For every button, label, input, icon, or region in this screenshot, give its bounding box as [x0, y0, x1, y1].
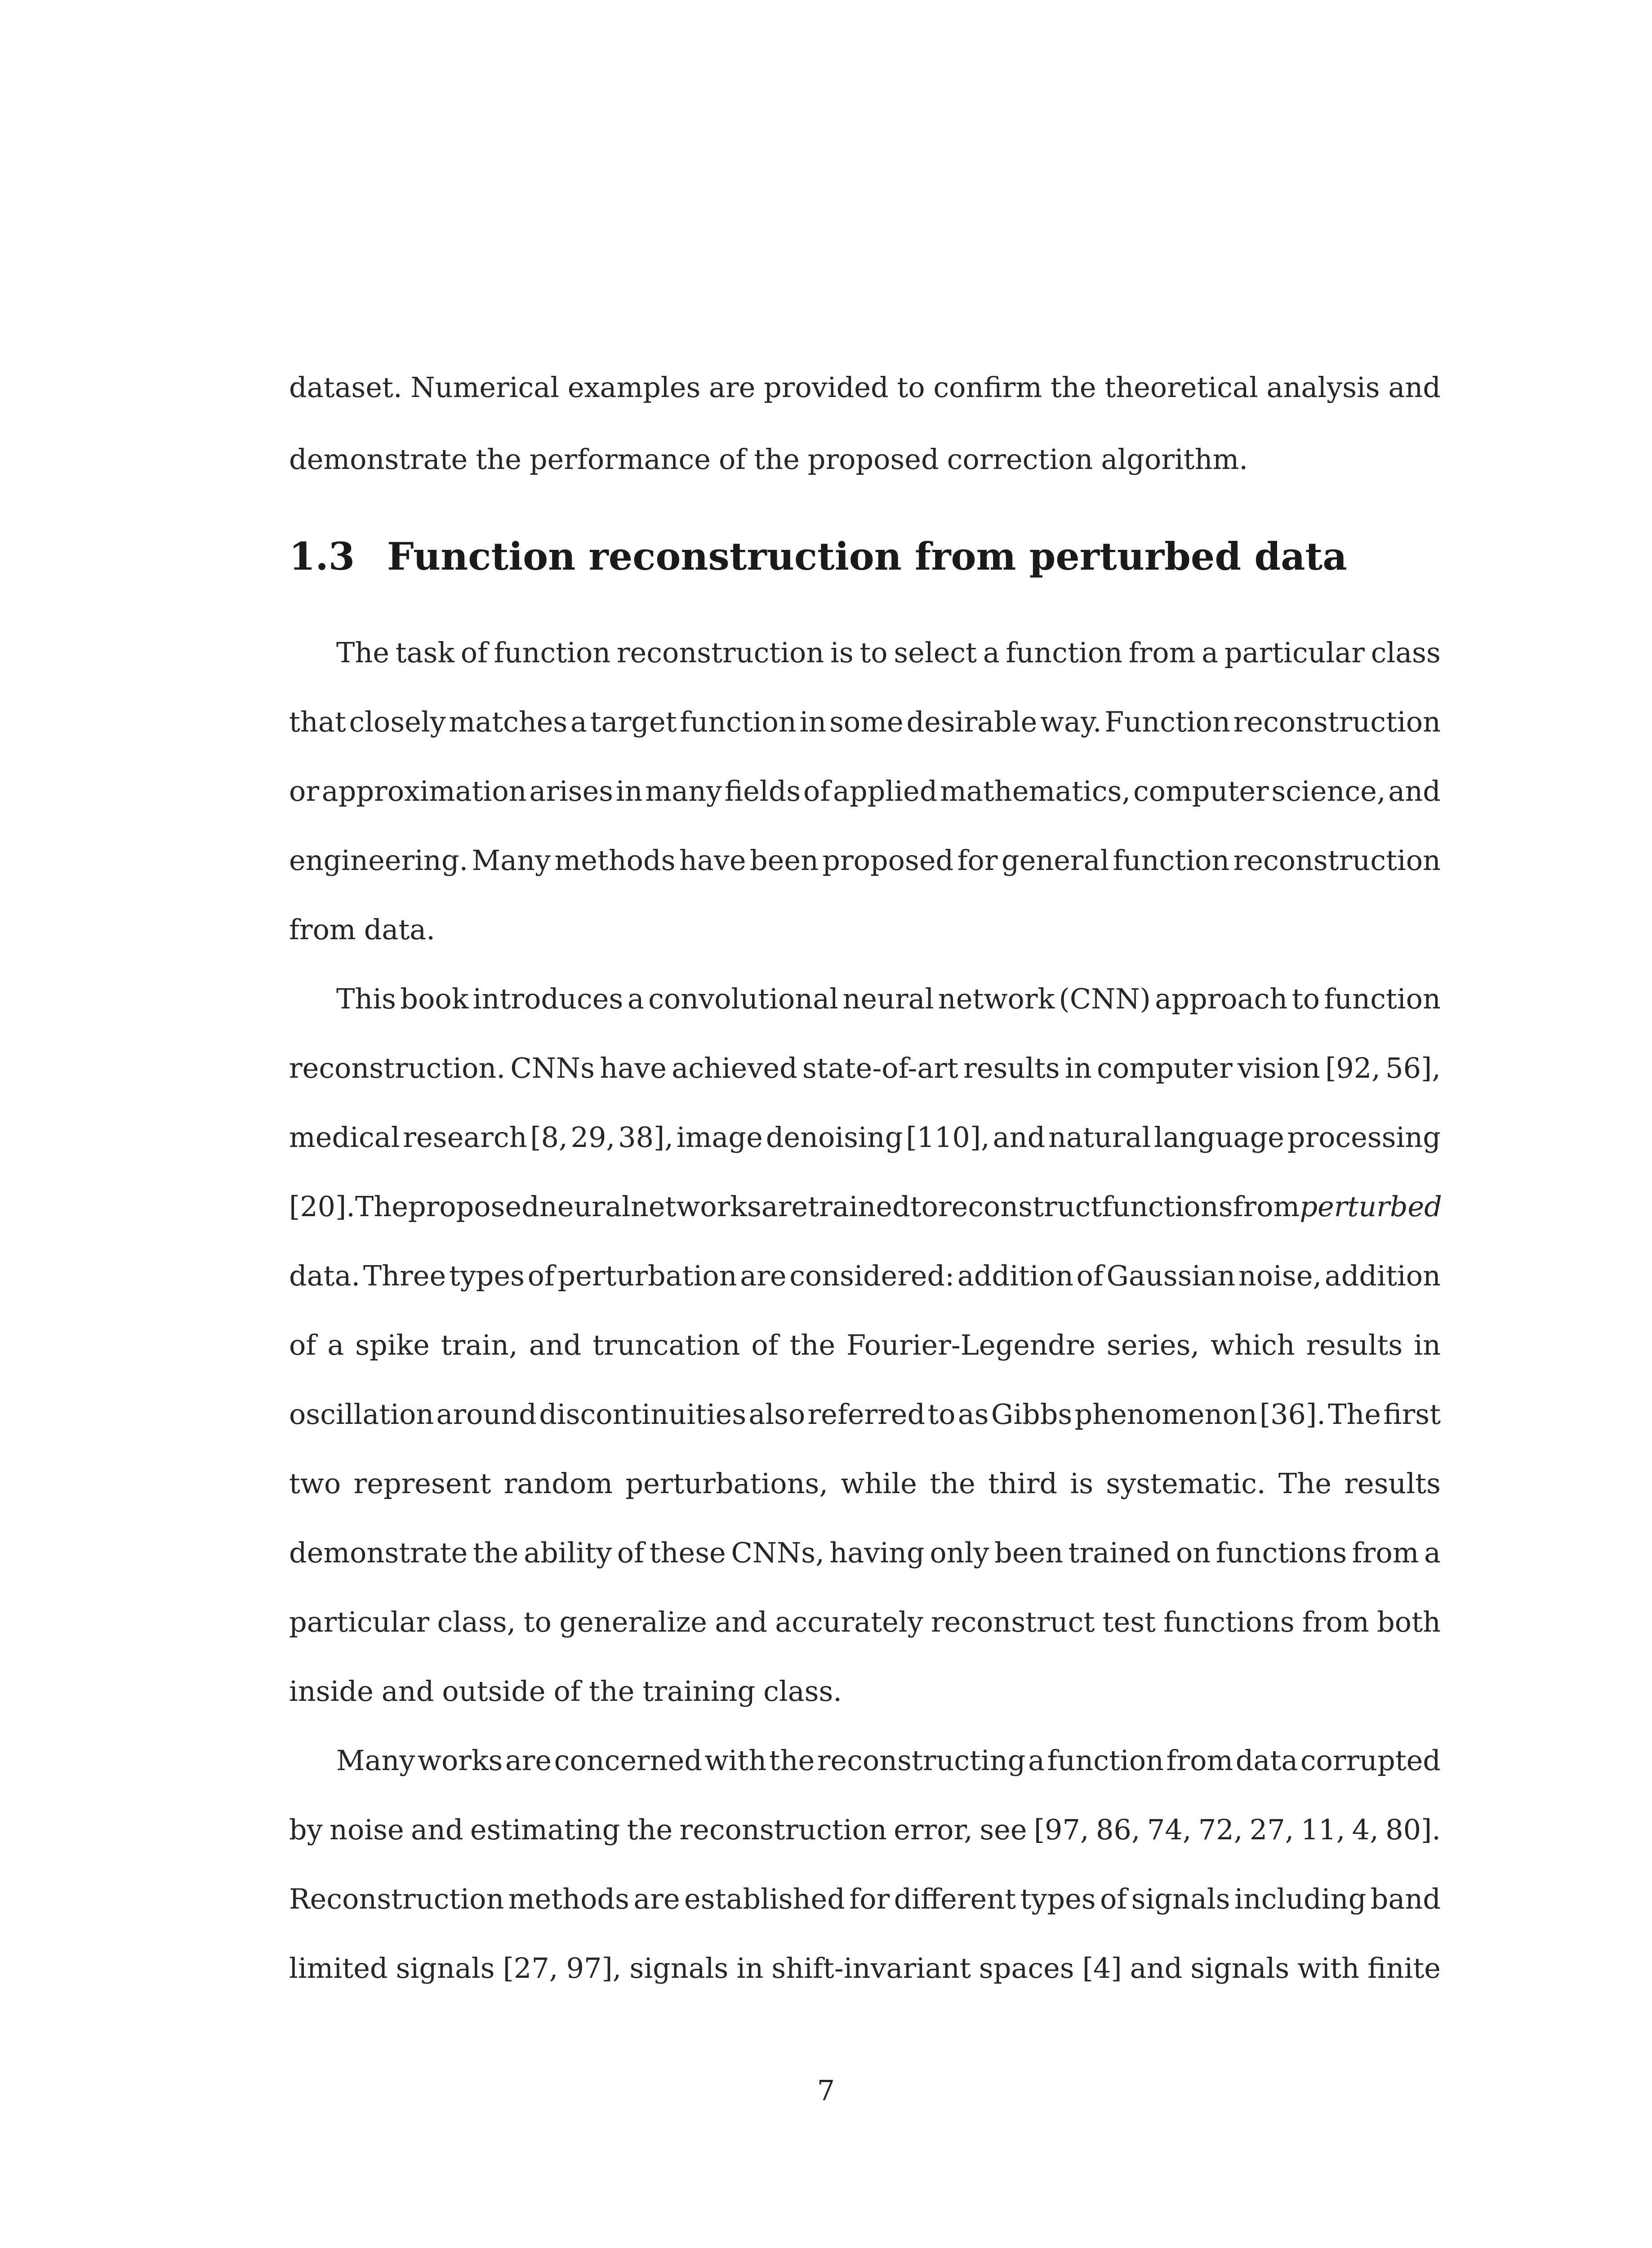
word: while	[841, 1467, 917, 1500]
word: by	[289, 1813, 323, 1846]
word: Many	[472, 844, 551, 877]
word: particular	[289, 1606, 430, 1638]
word: Numerical	[410, 371, 560, 404]
text-line	[289, 1535, 1441, 1571]
word: a	[570, 705, 587, 738]
word: discontinuities	[539, 1398, 747, 1431]
word: third	[988, 1467, 1058, 1500]
word: 56],	[1385, 1052, 1441, 1084]
word: random	[503, 1467, 613, 1500]
word: as	[957, 1398, 989, 1431]
word: the	[769, 1744, 815, 1777]
word: established	[684, 1882, 845, 1915]
word: 38],	[618, 1121, 673, 1154]
section-title: Function reconstruction from perturbed data	[387, 534, 1347, 579]
word: are	[505, 1744, 552, 1777]
word: closely	[349, 705, 446, 738]
text-line	[289, 704, 1441, 740]
word: denoising	[766, 1121, 903, 1154]
word: research	[403, 1121, 527, 1154]
word: the	[789, 1329, 836, 1361]
word: demonstrate	[289, 1536, 468, 1569]
word: accurately	[775, 1606, 923, 1638]
word: a	[1424, 1536, 1441, 1569]
word: approach	[1155, 982, 1288, 1015]
word: that	[289, 705, 346, 738]
word: neural	[842, 982, 934, 1015]
text-line	[289, 442, 1441, 477]
word: Gaussian	[1106, 1259, 1236, 1292]
text-line	[289, 773, 1441, 809]
text-line	[289, 1258, 1441, 1294]
text-line	[289, 1881, 1441, 1917]
text-line	[289, 1812, 1441, 1848]
word: and	[1130, 1952, 1183, 1985]
word: results	[963, 1052, 1060, 1084]
word: trained	[808, 1190, 910, 1223]
word: of	[460, 636, 488, 669]
word: addition	[957, 1259, 1073, 1292]
word: which	[1211, 1329, 1295, 1361]
text-line	[289, 843, 1441, 879]
word: types	[449, 1259, 525, 1292]
word: a	[983, 636, 1000, 669]
text-line	[289, 1189, 1441, 1225]
word: of	[617, 1536, 645, 1569]
word: 80].	[1385, 1813, 1441, 1846]
word: many	[645, 775, 722, 807]
word: to	[523, 1606, 552, 1638]
word: of	[718, 443, 746, 476]
word: signals	[1131, 1882, 1230, 1915]
word: computer	[1133, 775, 1269, 807]
text-line	[289, 1466, 1441, 1502]
word: particular	[1224, 636, 1365, 669]
word: types	[1020, 1882, 1096, 1915]
word: including	[1234, 1882, 1367, 1915]
word: performance	[529, 443, 711, 476]
word: ability	[524, 1536, 612, 1569]
word: from	[1302, 1606, 1369, 1638]
word: results	[1344, 1467, 1441, 1500]
word: 72,	[1198, 1813, 1243, 1846]
word: two	[289, 1467, 341, 1500]
word: analysis	[1266, 371, 1380, 404]
word: target	[590, 705, 677, 738]
word: The	[336, 636, 389, 669]
text-line	[289, 1327, 1441, 1363]
word: works	[417, 1744, 503, 1777]
word: methods	[508, 1882, 629, 1915]
word: around	[436, 1398, 537, 1431]
word: to	[910, 1190, 938, 1223]
word: function	[1047, 1744, 1164, 1777]
word: of	[289, 1329, 316, 1361]
word: in	[799, 705, 827, 738]
word: is	[1070, 1467, 1094, 1500]
word: are	[761, 1190, 808, 1223]
word: data.	[289, 1259, 361, 1292]
word: 86,	[1095, 1813, 1140, 1846]
page-number: 7	[817, 2074, 835, 2107]
word: correction	[947, 443, 1093, 476]
word: [20].	[289, 1190, 355, 1223]
text-line	[289, 370, 1441, 406]
word: first	[1383, 1398, 1441, 1431]
word: [4]	[1082, 1952, 1122, 1985]
word: the	[930, 1467, 975, 1500]
word: been	[994, 1536, 1064, 1569]
word: from	[1166, 1744, 1233, 1777]
word: confirm	[933, 371, 1042, 404]
word: perturbations,	[625, 1467, 828, 1500]
word: Gibbs	[991, 1398, 1073, 1431]
word: network	[938, 982, 1055, 1015]
word: CNNs	[510, 1052, 595, 1084]
word: the	[754, 443, 800, 476]
word: provided	[764, 371, 889, 404]
word: way.	[1040, 705, 1102, 738]
word: spaces	[979, 1952, 1074, 1985]
word: The	[1278, 1467, 1331, 1500]
section-heading	[289, 534, 1347, 579]
word: the	[1050, 371, 1096, 404]
word: the	[472, 1536, 519, 1569]
word: neural	[539, 1190, 631, 1223]
word: function	[1324, 982, 1441, 1015]
word: The	[1328, 1398, 1381, 1431]
word: in	[1065, 1052, 1092, 1084]
word: Reconstruction	[289, 1882, 504, 1915]
word: functions	[1163, 1606, 1295, 1638]
word: Fourier-Legendre	[846, 1329, 1095, 1361]
word: 97],	[566, 1952, 622, 1985]
word: language	[1154, 1121, 1284, 1154]
word: of	[1076, 1259, 1104, 1292]
word: general	[1001, 844, 1109, 877]
word: finite	[1367, 1952, 1441, 1985]
word: of	[1100, 1882, 1127, 1915]
word: examples	[567, 371, 701, 404]
word: in	[1414, 1329, 1441, 1361]
word: noise,	[1238, 1259, 1322, 1292]
word: is	[830, 636, 854, 669]
word: function	[494, 636, 611, 669]
word: (CNN)	[1059, 982, 1151, 1015]
word: band	[1370, 1882, 1441, 1915]
word: class	[1371, 636, 1441, 669]
word: and	[410, 1813, 463, 1846]
word: and	[1388, 371, 1441, 404]
word: a	[327, 1329, 344, 1361]
word: data.	[364, 913, 435, 946]
word: desirable	[906, 705, 1038, 738]
word: of	[553, 1675, 581, 1708]
word: reconstruction	[616, 636, 824, 669]
word: processing	[1287, 1121, 1441, 1154]
word: are	[709, 371, 756, 404]
text-line	[289, 1050, 1441, 1086]
word: series,	[1106, 1329, 1200, 1361]
word: reconstruct	[938, 1190, 1102, 1223]
word: [8,	[530, 1121, 568, 1154]
word: a	[1028, 1744, 1045, 1777]
word: convolutional	[648, 982, 839, 1015]
word: [36].	[1259, 1398, 1326, 1431]
word: shift-invariant	[771, 1952, 971, 1985]
word: are	[633, 1882, 680, 1915]
word: Three	[363, 1259, 446, 1292]
word: with	[704, 1744, 767, 1777]
text-line	[289, 1604, 1441, 1640]
word: generalize	[559, 1606, 707, 1638]
word: results	[1306, 1329, 1403, 1361]
text-line	[289, 1673, 1441, 1709]
word: and	[529, 1329, 582, 1361]
word: a	[627, 982, 644, 1015]
word: oscillation	[289, 1398, 434, 1431]
word: applied	[833, 775, 938, 807]
text-line	[289, 912, 1441, 948]
word: systematic.	[1106, 1467, 1266, 1500]
word: book	[400, 982, 469, 1015]
word: of	[751, 1329, 779, 1361]
word: addition	[1324, 1259, 1441, 1292]
word: introduces	[472, 982, 623, 1015]
word: of	[527, 1259, 555, 1292]
word: reconstruction	[1233, 705, 1441, 738]
word: 11,	[1300, 1813, 1345, 1846]
word: only	[930, 1536, 989, 1569]
word: perturbed	[1300, 1190, 1442, 1223]
word: functions	[1102, 1190, 1233, 1223]
word: to	[927, 1398, 956, 1431]
word: the	[588, 1675, 635, 1708]
word: data	[1235, 1744, 1298, 1777]
word: image	[676, 1121, 763, 1154]
word: have	[679, 844, 746, 877]
word: for	[849, 1882, 890, 1915]
word: matches	[449, 705, 568, 738]
word: and	[381, 1675, 434, 1708]
word: also	[748, 1398, 806, 1431]
word: on	[1176, 1536, 1211, 1569]
word: and	[993, 1121, 1046, 1154]
word: are	[740, 1259, 787, 1292]
word: have	[600, 1052, 667, 1084]
word: fields	[724, 775, 801, 807]
word: both	[1377, 1606, 1441, 1638]
word: proposed	[408, 1190, 539, 1223]
word: select	[894, 636, 977, 669]
word: function	[680, 705, 797, 738]
word: 4,	[1352, 1813, 1379, 1846]
word: some	[829, 705, 904, 738]
word: vision	[1238, 1052, 1320, 1084]
word: mathematics,	[940, 775, 1131, 807]
word: test	[1102, 1606, 1156, 1638]
word: with	[1297, 1952, 1360, 1985]
word: engineering.	[289, 844, 468, 877]
word: proposed	[807, 443, 939, 476]
word: different	[894, 1882, 1016, 1915]
word: perturbation	[557, 1259, 737, 1292]
word: algorithm.	[1101, 443, 1248, 476]
word: reconstructing	[817, 1744, 1026, 1777]
word: from	[1233, 1190, 1300, 1223]
word: and	[715, 1606, 767, 1638]
word: to	[897, 371, 925, 404]
word: [27,	[503, 1952, 558, 1985]
word: task	[395, 636, 454, 669]
word: medical	[289, 1121, 400, 1154]
word: reconstruction.	[289, 1052, 506, 1084]
word: inside	[289, 1675, 374, 1708]
word: demonstrate	[289, 443, 468, 476]
word: from	[1352, 1536, 1419, 1569]
word: computer	[1097, 1052, 1233, 1084]
word: referred	[807, 1398, 926, 1431]
word: been	[749, 844, 819, 877]
word: The	[355, 1190, 408, 1223]
word: for	[957, 844, 998, 877]
word: and	[1388, 775, 1441, 807]
text-line	[336, 1743, 1441, 1779]
section-number: 1.3	[289, 534, 355, 579]
word: [97,	[1033, 1813, 1089, 1846]
word: considered:	[789, 1259, 955, 1292]
word: phenomenon	[1074, 1398, 1257, 1431]
word: approximation	[321, 775, 527, 807]
word: dataset.	[289, 371, 402, 404]
word: [110],	[906, 1121, 990, 1154]
word: the	[627, 1813, 673, 1846]
word: science,	[1271, 775, 1386, 807]
word: networks	[630, 1190, 761, 1223]
word: functions	[1216, 1536, 1347, 1569]
word: class,	[437, 1606, 516, 1638]
word: signals	[1190, 1952, 1290, 1985]
word: in	[736, 1952, 764, 1985]
word: CNNs,	[731, 1536, 824, 1569]
word: arises	[529, 775, 614, 807]
word: class.	[763, 1675, 842, 1708]
word: 74,	[1147, 1813, 1192, 1846]
word: Function	[1104, 705, 1230, 738]
word: or	[289, 775, 319, 807]
word: from	[289, 913, 356, 946]
word: 29,	[570, 1121, 615, 1154]
word: of	[803, 775, 831, 807]
word: This	[336, 982, 396, 1015]
word: achieved	[672, 1052, 797, 1084]
word: estimating	[470, 1813, 620, 1846]
word: limited	[289, 1952, 388, 1985]
word: corrupted	[1300, 1744, 1441, 1777]
word: function	[1113, 844, 1230, 877]
word: reconstruct	[931, 1606, 1095, 1638]
text-line	[336, 981, 1441, 1017]
word: trained	[1068, 1536, 1171, 1569]
word: signals	[629, 1952, 729, 1985]
word: in	[615, 775, 643, 807]
word: having	[829, 1536, 925, 1569]
word: these	[649, 1536, 726, 1569]
word: Many	[336, 1744, 415, 1777]
word: truncation	[592, 1329, 740, 1361]
text-line	[336, 635, 1441, 671]
word: state-of-art	[802, 1052, 958, 1084]
word: spike	[355, 1329, 430, 1361]
word: error,	[894, 1813, 973, 1846]
word: concerned	[554, 1744, 702, 1777]
word: represent	[353, 1467, 491, 1500]
word: reconstruction	[679, 1813, 887, 1846]
text-line	[289, 1396, 1441, 1432]
word: natural	[1048, 1121, 1151, 1154]
text-line	[289, 1950, 1441, 1986]
word: training	[642, 1675, 756, 1708]
word: theoretical	[1104, 371, 1258, 404]
word: methods	[554, 844, 676, 877]
word: outside	[442, 1675, 546, 1708]
text-line	[289, 1120, 1441, 1155]
word: proposed	[822, 844, 954, 877]
word: function	[1006, 636, 1122, 669]
word: [92,	[1325, 1052, 1380, 1084]
word: signals	[396, 1952, 495, 1985]
word: the	[476, 443, 521, 476]
word: reconstruction	[1233, 844, 1441, 877]
word: from	[1128, 636, 1196, 669]
word: a	[1202, 636, 1219, 669]
word: 27,	[1249, 1813, 1294, 1846]
word: see	[980, 1813, 1027, 1846]
word: noise	[330, 1813, 404, 1846]
word: to	[1291, 982, 1320, 1015]
word: train,	[441, 1329, 518, 1361]
word: to	[859, 636, 888, 669]
